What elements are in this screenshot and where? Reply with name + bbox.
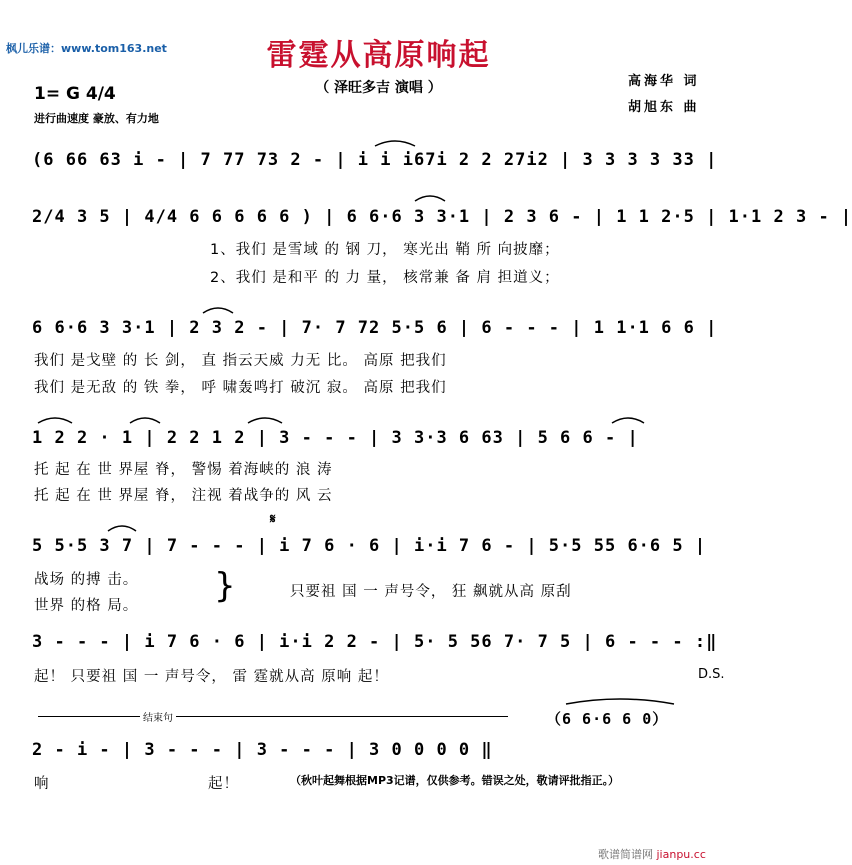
lyric-line-2b: 2、我们 是和平 的 力 量， 核常兼 备 肩 担道义； [210, 270, 560, 286]
composer-credit: 胡旭东 曲 [628, 100, 700, 115]
footer-watermark [598, 846, 706, 862]
score-line-3: 6 6·6 3 3·1 | 2 3 2 - | 7· 7 72 5·5 6 | 6 - - - | 1 1·1 6 6 | [32, 318, 718, 338]
footer-site-name: 歌谱简谱网 [598, 848, 653, 861]
slur-arc [203, 308, 233, 313]
ending-label: 结束句 [140, 709, 176, 724]
site-watermark: 枫儿乐谱：www.tom163.net [6, 42, 167, 55]
score-line-5: 5 5·5 3 7 | 7 - - - | i 7 6 · 6 | i·i 7 6 - | 5·5 55 6·6 5 | [32, 536, 707, 556]
score-line-1: (6 66 63 i - | 7 77 73 2 - | i i i67i 2 2 27i2 | 3 3 3 3 33 | [32, 150, 718, 170]
lyric-line-5c: 只要祖 国 一 声号令， 狂 飙就从高 原刮 [290, 584, 572, 600]
lyric-line-3a: 我们 是戈壁 的 长 剑， 直 指云天威 力无 比。 高原 把我们 [34, 353, 447, 369]
lyric-line-6: 起！ 只要祖 国 一 声号令， 雷 霆就从高 原响 起！ [34, 669, 389, 685]
lyric-line-2a: 1、我们 是雪域 的 钢 刀， 寒光出 鞘 所 向披靡； [210, 242, 560, 258]
slur-arc [375, 141, 415, 146]
singer-credit: （ 泽旺多吉 演唱 ） [315, 80, 442, 96]
song-title: 雷霆从高原响起 [266, 38, 491, 73]
lyric-line-7a: 响 [34, 776, 50, 792]
lyric-line-5b: 世界 的格 局。 [34, 598, 139, 614]
segno-sign: 𝄋 [270, 512, 276, 527]
footer-site-url: jianpu.cc [656, 848, 706, 861]
lyric-line-5a: 战场 的搏 击。 [34, 572, 139, 588]
slur-arc [108, 526, 136, 531]
slur-arc [612, 418, 644, 423]
tempo-marking: 进行曲速度 豪放、有力地 [34, 112, 159, 125]
coda-upper-notes: （6 6·6 6 0） [546, 710, 669, 728]
slur-arc [130, 418, 160, 423]
ds-marking: D.S. [698, 667, 725, 682]
lyric-line-4b: 托 起 在 世 界屋 脊， 注视 着战争的 风 云 [34, 488, 333, 504]
ending-bracket-line [38, 716, 508, 717]
score-line-6: 3 - - - | i 7 6 · 6 | i·i 2 2 - | 5· 5 56 7· 7 5 | 6 - - - :‖ [32, 632, 718, 652]
transcriber-note: （秋叶起舞根据MP3记谱，仅供参考。错误之处，敬请评批指正。） [290, 774, 620, 787]
score-line-4: 1 2 2 · 1 | 2 2 1 2 | 3 - - - | 3 3·3 6 63 | 5 6 6 - | [32, 428, 639, 448]
slur-arc [415, 196, 445, 201]
slur-arc [566, 699, 674, 704]
lyric-line-7b: 起！ [208, 776, 239, 792]
slur-arc [248, 418, 282, 423]
slur-arc [38, 418, 72, 423]
lyric-line-4a: 托 起 在 世 界屋 脊， 警惕 着海峡的 浪 涛 [34, 462, 333, 478]
score-line-2: 2/4 3 5 | 4/4 6 6 6 6 6 ) | 6 6·6 3 3·1 | 2 3 6 - | 1 1 2·5 | 1·1 2 3 - | [32, 207, 852, 227]
key-signature: 1= G 4/4 [34, 84, 116, 104]
lyric-line-3b: 我们 是无敌 的 铁 拳， 呼 啸轰鸣打 破沉 寂。 高原 把我们 [34, 380, 447, 396]
verse-brace: } [214, 566, 236, 606]
lyricist-credit: 高海华 词 [628, 74, 700, 89]
score-line-7: 2 - i - | 3 - - - | 3 - - - | 3 0 0 0 0 ‖ [32, 740, 493, 760]
